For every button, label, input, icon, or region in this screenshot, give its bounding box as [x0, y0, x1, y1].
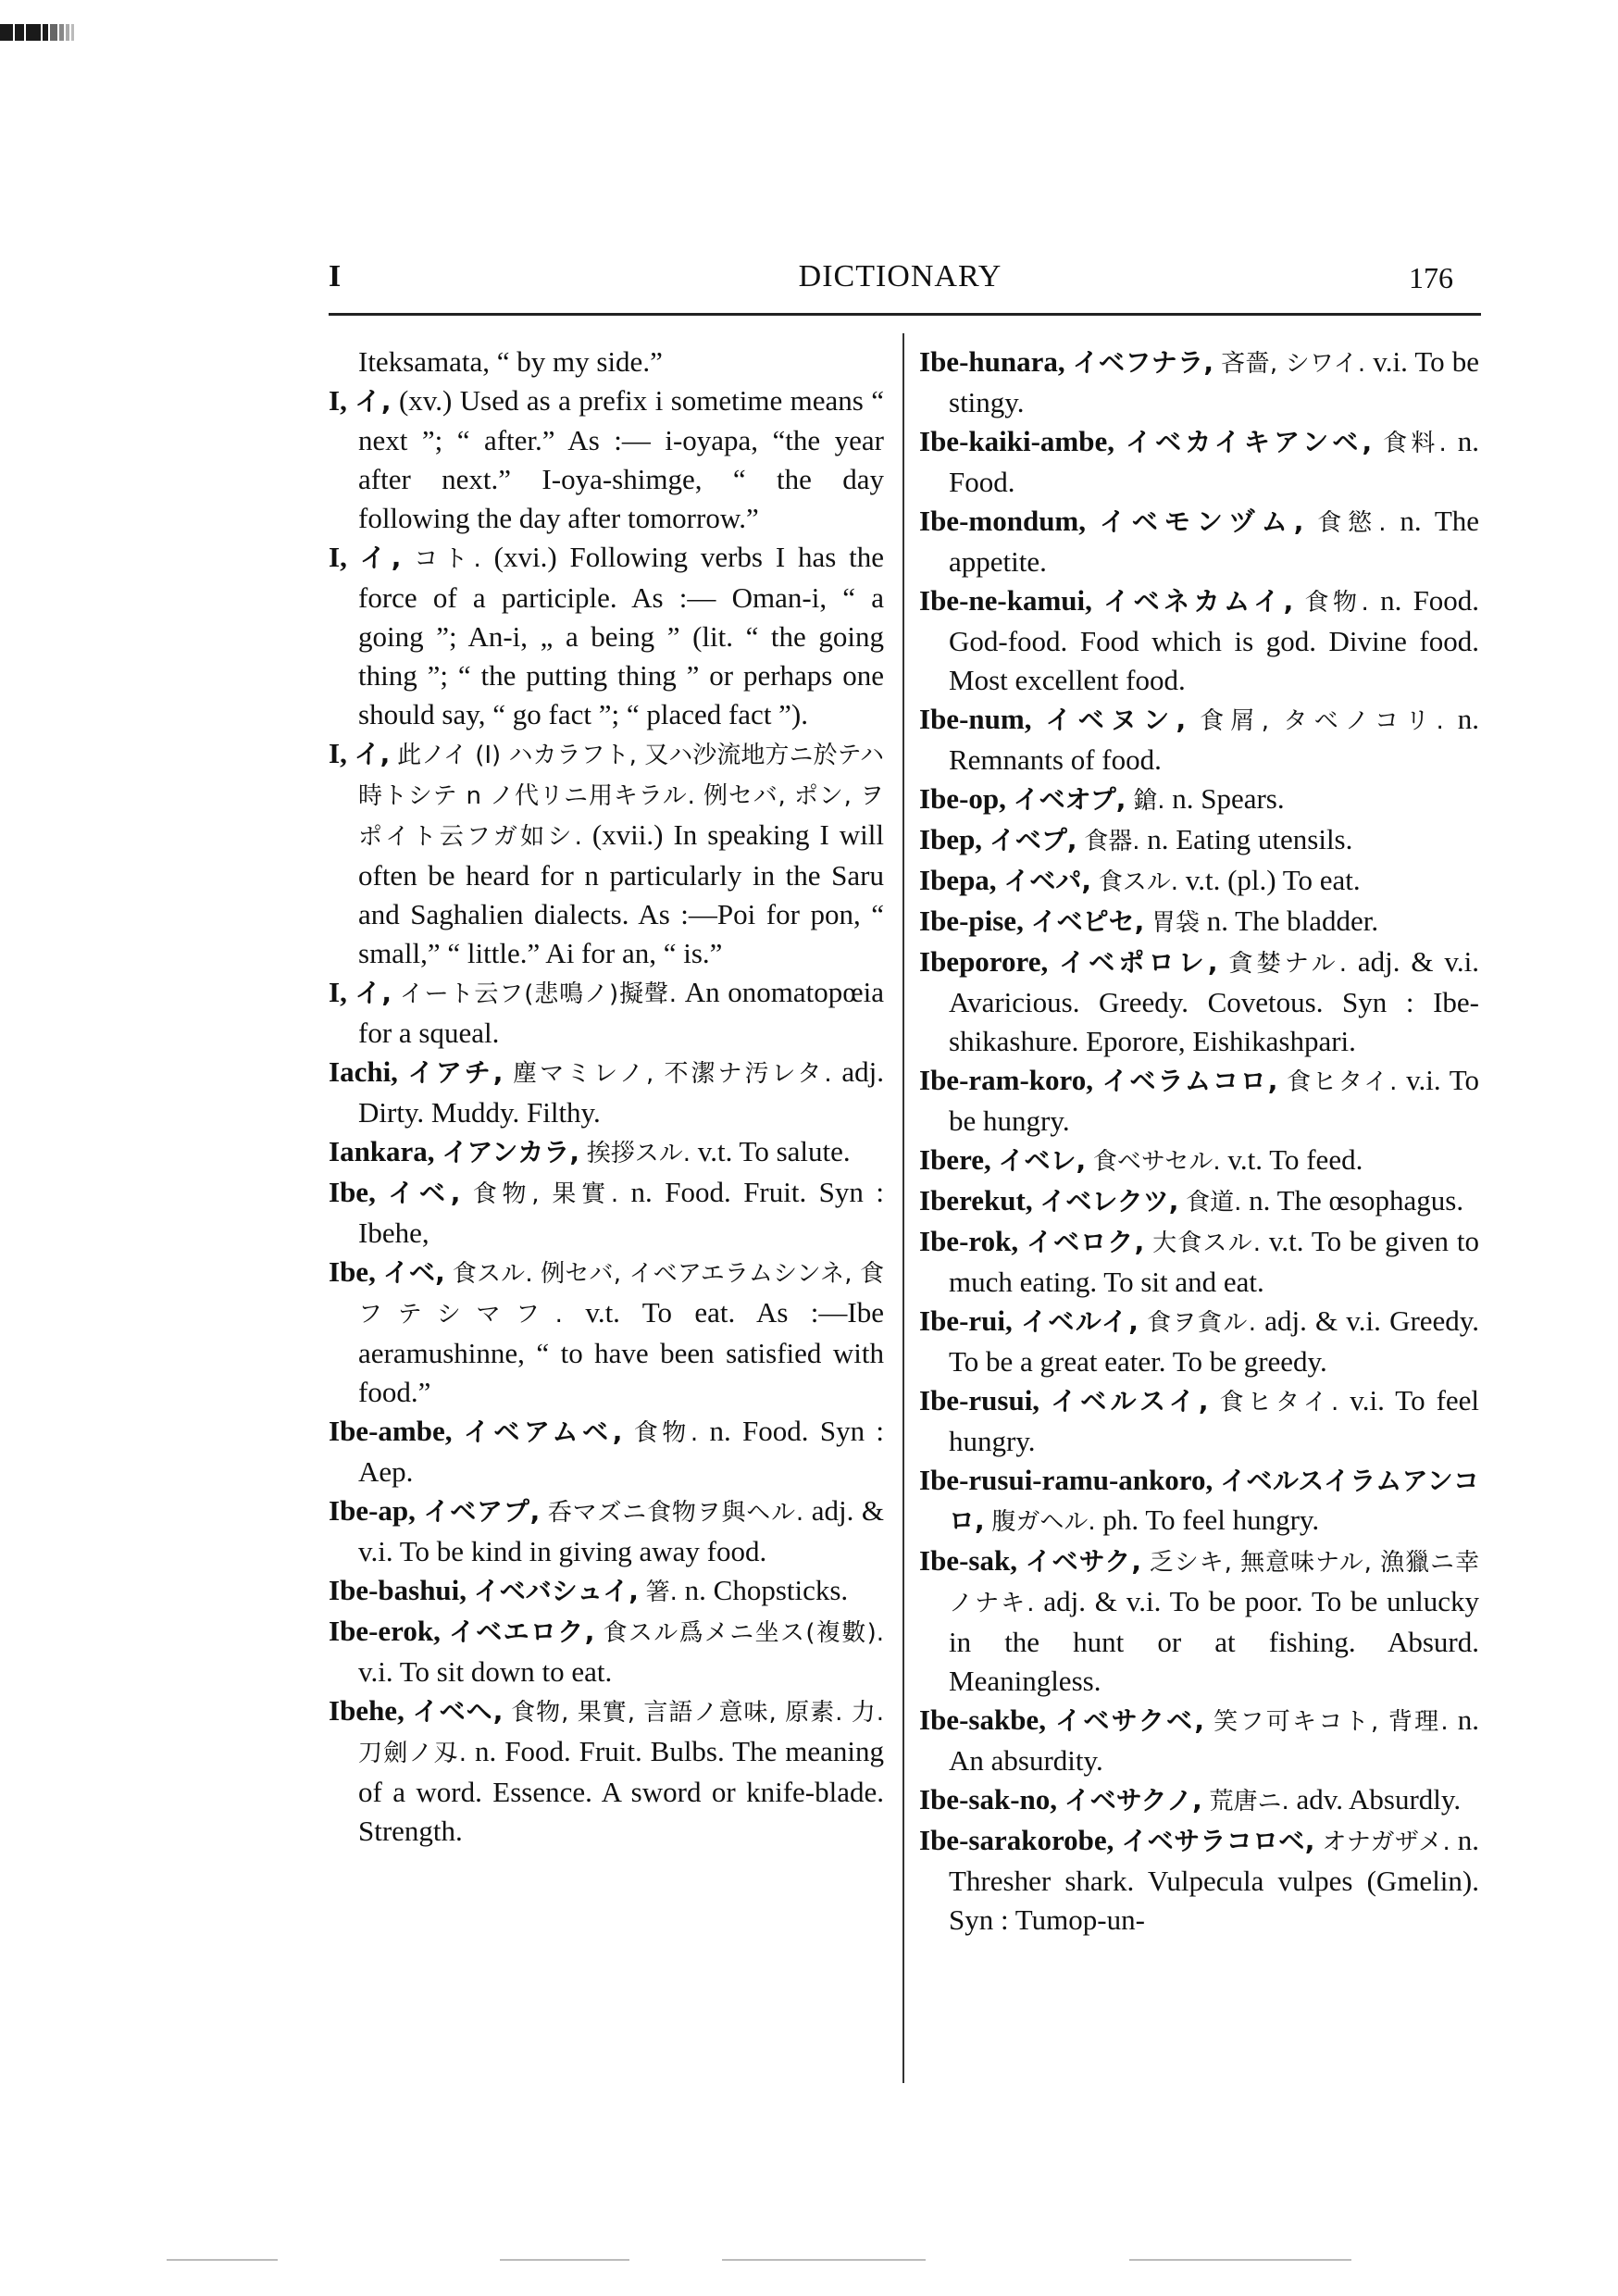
headword: I,	[329, 737, 347, 769]
japanese-gloss: 食物.	[633, 1419, 699, 1447]
dictionary-entry	[919, 1780, 1479, 1821]
headword-kana: イベポロレ,	[1059, 947, 1218, 978]
dictionary-entry	[919, 942, 1479, 1061]
dictionary-entry	[919, 700, 1479, 780]
headword: Ibe-rusui-ramu-ankoro,	[919, 1464, 1214, 1496]
dictionary-entry	[329, 973, 884, 1053]
japanese-gloss: オナガザメ.	[1322, 1828, 1450, 1856]
headword: Ibe-hunara,	[919, 345, 1065, 378]
headword-kana: イベ,	[388, 1178, 461, 1208]
dictionary-entry	[919, 1141, 1479, 1181]
japanese-gloss: コト.	[414, 545, 481, 573]
footer-rule	[500, 2259, 629, 2261]
headword-kana: イ,	[355, 386, 392, 417]
headword-kana: イ,	[354, 739, 391, 769]
english-definition: v.t. To be given to much eating. To sit and eat.	[949, 1225, 1480, 1298]
japanese-gloss: 食屑, タベノコリ.	[1200, 707, 1444, 735]
dictionary-entry	[919, 1222, 1479, 1302]
english-definition: Iteksamata, “ by my side.”	[358, 345, 663, 378]
headword-kana: イベヌン,	[1045, 705, 1187, 735]
headword-kana: イベパ,	[1003, 866, 1091, 896]
headword-kana: イベオプ,	[1013, 784, 1126, 815]
dictionary-entry	[919, 343, 1479, 422]
headword: Ibe,	[329, 1255, 376, 1288]
headword: Ibe-ne-kamui,	[919, 584, 1092, 617]
dictionary-entry	[919, 820, 1479, 861]
english-definition: n. The œsophagus.	[1249, 1184, 1464, 1217]
english-definition: n. Food. Syn : Aep.	[358, 1415, 885, 1488]
headword: Ibe-kaiki-ambe,	[919, 425, 1114, 457]
dictionary-entry	[329, 1412, 884, 1491]
japanese-gloss: 食道.	[1186, 1189, 1242, 1217]
japanese-gloss: 食スル爲メニ坐ス(複數).	[603, 1619, 884, 1647]
headword-kana: イベルイ,	[1020, 1306, 1139, 1337]
dictionary-entry	[329, 538, 884, 734]
headword-kana: イベピセ,	[1030, 906, 1145, 937]
headword-kana: イベレクツ,	[1039, 1186, 1179, 1217]
headword: Ibe,	[329, 1176, 376, 1208]
headword: Ibe-sak-no,	[919, 1783, 1058, 1816]
headword: Ibe-sak,	[919, 1544, 1017, 1577]
headword-kana: イアチ,	[407, 1057, 504, 1088]
japanese-gloss: 食ヒタイ.	[1287, 1068, 1398, 1096]
english-definition: adj. & v.i. Avaricious. Greedy. Covetous. Syn : Ibe-shikashure. Eporore, Eishikashpari.	[949, 945, 1480, 1057]
english-definition: (xvi.) Following verbs I has the force of a participle. As :— Oman-i, “ a going ”; An-i, „ a being ” (lit. “ the going thing ”; “ the putting thing ” or perhaps one should say, “ go fact ”; “ placed fact ”).	[358, 541, 885, 730]
headword-kana: イベ,	[382, 1257, 445, 1288]
headword: Ibep,	[919, 823, 983, 855]
headword-kana: イベルスイ,	[1051, 1386, 1209, 1416]
japanese-gloss: 大食スル.	[1152, 1229, 1261, 1257]
dictionary-entry	[919, 1302, 1479, 1381]
japanese-gloss: 食物.	[1304, 589, 1369, 617]
japanese-gloss: 此ノイ (I) ハカラフト, 又ハ沙流地方ニ於テハ時トシテ n ノ代リニ用キラル. 例セバ, ポン, ヲポイト云フガ如シ.	[358, 742, 885, 851]
english-definition: n. An absurdity.	[949, 1703, 1480, 1777]
headword: Ibe-sakbe,	[919, 1703, 1046, 1736]
japanese-gloss: 食料.	[1383, 430, 1447, 457]
headword-kana: イベラムコロ,	[1101, 1066, 1278, 1096]
headword-kana: イベサク,	[1025, 1546, 1142, 1577]
headword-kana: イ,	[359, 543, 402, 573]
english-definition: v.i. To be stingy.	[949, 345, 1480, 418]
dictionary-entry	[919, 1821, 1479, 1940]
headword: Ibe-num,	[919, 703, 1032, 735]
japanese-gloss: 貪婪ナル.	[1228, 950, 1347, 978]
japanese-gloss: 箸.	[645, 1578, 678, 1606]
headword: Ibe-op,	[919, 782, 1006, 815]
headword: Ibe-rui,	[919, 1304, 1013, 1337]
english-definition: adj. Dirty. Muddy. Filthy.	[358, 1055, 885, 1129]
headword: Ibepa,	[919, 864, 997, 896]
headword: Iankara,	[329, 1135, 435, 1167]
headword: Ibehe,	[329, 1694, 404, 1727]
japanese-gloss: イート云フ(悲鳴ノ)擬聲.	[399, 980, 678, 1008]
headword-kana: イベネカムイ,	[1103, 586, 1294, 617]
page-header	[329, 250, 1472, 306]
english-definition: v.i. To be hungry.	[949, 1064, 1480, 1137]
dictionary-entry	[329, 1612, 884, 1691]
left-column	[329, 343, 884, 1851]
dictionary-entry	[919, 780, 1479, 820]
headword: Ibe-mondum,	[919, 505, 1087, 537]
japanese-gloss: 挨拶スル.	[586, 1140, 691, 1167]
headword: I,	[329, 384, 347, 417]
japanese-gloss: 塵マミレノ, 不潔ナ汚レタ.	[513, 1060, 832, 1088]
dictionary-entry	[919, 1701, 1479, 1780]
headword: Ibe-rusui,	[919, 1384, 1040, 1416]
dictionary-entry	[919, 1181, 1479, 1222]
headword-kana: イベモンヅム,	[1099, 506, 1304, 537]
japanese-gloss: 胃袋	[1151, 909, 1200, 937]
dictionary-entry	[919, 861, 1479, 902]
dictionary-entry	[919, 1461, 1479, 1541]
english-definition: adj. & v.i. To be poor. To be unlucky in the hunt or at fishing. Absurd. Meaningless.	[949, 1585, 1480, 1697]
headword-kana: イベサラコロベ,	[1121, 1826, 1315, 1856]
japanese-gloss: 呑マズニ食物ヲ與ヘル.	[547, 1499, 804, 1527]
headword-kana: イ,	[355, 978, 392, 1008]
japanese-gloss: 食ヲ貪ル.	[1147, 1309, 1257, 1337]
headword: Ibe-pise,	[919, 905, 1024, 937]
headword: Iberekut,	[919, 1184, 1033, 1217]
english-definition: n. Food. God-food. Food which is god. Divine food. Most excellent food.	[949, 584, 1480, 696]
headword-kana: イベロク,	[1026, 1227, 1145, 1257]
english-definition: (xvii.) In speaking I will often be heard for n particularly in the Saru and Saghalien dialects. As :—Poi for pon, “ small,” “ little.” Ai for an, “ is.”	[358, 818, 884, 969]
headword-kana: イベヘ,	[412, 1696, 504, 1727]
english-definition: n. Thresher shark. Vulpecula vulpes (Gmelin). Syn : Tumop-un-	[949, 1824, 1480, 1936]
english-definition: v.t. To eat. As :—Ibe aeramushinne, “ to have been satisfied with food.”	[358, 1296, 885, 1408]
headword: Ibe-sarakorobe,	[919, 1824, 1114, 1856]
japanese-gloss: 食器.	[1084, 828, 1140, 855]
dictionary-entry	[919, 581, 1479, 700]
section-letter: I	[329, 259, 342, 293]
english-definition: v.i. To sit down to eat.	[358, 1655, 613, 1688]
headword: I,	[329, 541, 347, 573]
headword: Ibe-bashui,	[329, 1574, 467, 1606]
dictionary-entry	[329, 381, 884, 538]
headword-kana: イベフナラ,	[1072, 347, 1214, 378]
dictionary-entry	[919, 902, 1479, 942]
running-title: DICTIONARY	[798, 259, 1002, 293]
dictionary-entry	[329, 1173, 884, 1253]
dictionary-entry	[329, 1571, 884, 1612]
page-number: 176	[1409, 261, 1453, 294]
english-definition: adv. Absurdly.	[1296, 1783, 1462, 1816]
english-definition: v.t. To salute.	[697, 1135, 851, 1167]
headword-kana: イベバシュイ,	[473, 1576, 639, 1606]
japanese-gloss: 食スル.	[1098, 868, 1178, 896]
headword: Iachi,	[329, 1055, 398, 1088]
english-definition: adj. & v.i. To be kind in giving away food.	[358, 1494, 885, 1567]
headword: I,	[329, 976, 347, 1008]
headword: Ibere,	[919, 1143, 991, 1176]
headword: Ibe-ram-koro,	[919, 1064, 1093, 1096]
dictionary-entry	[919, 1381, 1479, 1461]
english-definition: An onomatopœia for a squeal.	[358, 976, 885, 1049]
headword: Ibe-erok,	[329, 1615, 441, 1647]
japanese-gloss: 食物, 果實, 言語ノ意味, 原素. 力. 刀劍ノ刄.	[358, 1699, 884, 1767]
dictionary-entry	[329, 1253, 884, 1412]
headword: Ibe-ap,	[329, 1494, 416, 1527]
scan-mark	[0, 24, 130, 41]
dictionary-entry	[919, 1061, 1479, 1141]
header-rule	[329, 313, 1481, 316]
english-definition: v.t. To feed.	[1227, 1143, 1363, 1176]
japanese-gloss: 笑フ可キコト, 背理.	[1214, 1708, 1449, 1736]
right-column	[919, 343, 1479, 1940]
dictionary-entry	[329, 1053, 884, 1132]
japanese-gloss: 食ヒタイ.	[1219, 1389, 1339, 1416]
dictionary-entry	[329, 1132, 884, 1173]
headword: Ibeporore,	[919, 945, 1049, 978]
dictionary-entry	[919, 1541, 1479, 1701]
headword-kana: イベルスイラムアンコロ,	[949, 1466, 1480, 1536]
dictionary-entry	[329, 1491, 884, 1571]
headword-kana: イベカイキアンベ,	[1125, 427, 1373, 457]
dictionary-entry	[329, 343, 884, 381]
japanese-gloss: 腹ガヘル.	[991, 1508, 1096, 1536]
headword: Ibe-ambe,	[329, 1415, 453, 1447]
english-definition: ph. To feel hungry.	[1102, 1504, 1320, 1536]
english-definition: n. Chopsticks.	[684, 1574, 849, 1606]
dictionary-entry	[919, 502, 1479, 581]
japanese-gloss: 食物, 果實.	[472, 1180, 619, 1208]
headword-kana: イベプ,	[989, 825, 1077, 855]
japanese-gloss: 荒唐ニ.	[1209, 1788, 1289, 1816]
footer-rule	[167, 2259, 278, 2261]
english-definition: n. The bladder.	[1206, 905, 1379, 937]
english-definition: (xv.) Used as a prefix i sometime means “ next ”; “ after.” As :— i-oyapa, “the year after next.” I-oya-shimge, “ the day following the day after tomorrow.”	[358, 384, 885, 534]
headword: Ibe-rok,	[919, 1225, 1019, 1257]
headword-kana: イアンカラ,	[442, 1137, 579, 1167]
english-definition: n. The appetite.	[949, 505, 1480, 578]
column-divider	[902, 333, 904, 2083]
japanese-gloss: 鎗.	[1133, 787, 1165, 815]
english-definition: v.t. (pl.) To eat.	[1185, 864, 1361, 896]
japanese-gloss: 食スル. 例セバ, イベアエラムシンネ, 食フテシマフ.	[358, 1260, 884, 1329]
english-definition: n. Food.	[949, 425, 1480, 498]
headword-kana: イベレ,	[998, 1145, 1087, 1176]
dictionary-entry	[919, 422, 1479, 502]
english-definition: n. Food. Fruit. Bulbs. The meaning of a word. Essence. A sword or knife-blade. Strength.	[358, 1735, 885, 1847]
headword-kana: イベアムベ,	[463, 1416, 623, 1447]
japanese-gloss: 食慾.	[1317, 509, 1387, 537]
dictionary-entry	[329, 734, 884, 973]
footer-rule	[722, 2259, 926, 2261]
headword-kana: イベアプ,	[423, 1496, 541, 1527]
headword-kana: イベサクノ,	[1064, 1785, 1202, 1816]
japanese-gloss: 乏シキ, 無意味ナル, 漁獵ニ幸ノナキ.	[949, 1549, 1479, 1617]
headword-kana: イベサクベ,	[1055, 1705, 1205, 1736]
english-definition: n. Eating utensils.	[1147, 823, 1353, 855]
footer-rule	[1129, 2259, 1351, 2261]
japanese-gloss: 吝嗇, シワイ.	[1221, 350, 1366, 378]
english-definition: v.i. To feel hungry.	[949, 1384, 1480, 1457]
headword-kana: イベエロク,	[448, 1616, 595, 1647]
english-definition: n. Food. Fruit. Syn : Ibehe,	[358, 1176, 884, 1249]
english-definition: n. Remnants of food.	[949, 703, 1480, 776]
english-definition: adj. & v.i. Greedy. To be a great eater. To be greedy.	[949, 1304, 1480, 1378]
dictionary-entry	[329, 1691, 884, 1851]
english-definition: n. Spears.	[1172, 782, 1285, 815]
japanese-gloss: 食ベサセル.	[1092, 1148, 1221, 1176]
